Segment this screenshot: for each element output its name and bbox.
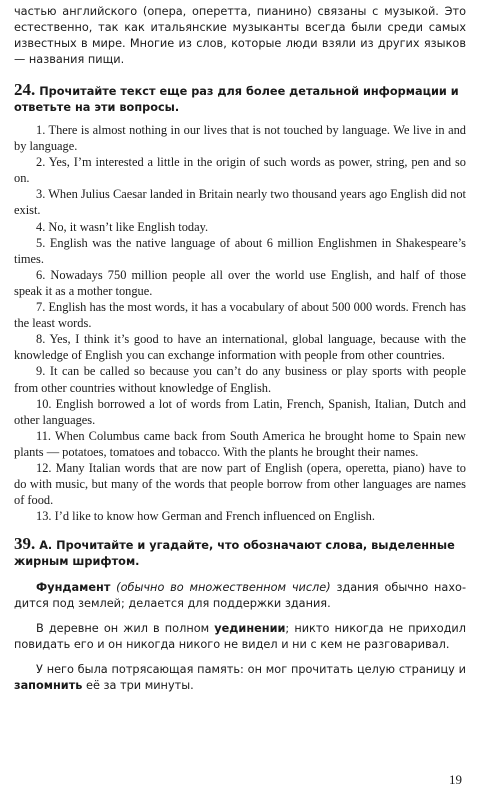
answer-item: 9. It can be called so because you can’t do any business or play sports with people from other countries without knowledge of English. [14, 364, 466, 395]
answer-item: 10. English borrowed a lot of words from Latin, French, Spanish, Italian, Dutch and other languages. [14, 396, 466, 427]
exercise-24-answers [14, 122, 466, 524]
paragraph-text: её за три минуты. [86, 679, 194, 693]
bold-term: уединении [214, 622, 286, 636]
bold-term: запомнить [14, 679, 83, 693]
exercise-39-instruction: А. Прочитайте и угадайте, что обозначают слова, выделенные жирным шрифтом. [14, 539, 455, 569]
answer-item: 12. Many Italian words that are now part of English (opera, operetta, piano) have to do with music, but many of the words that people borrow from other languages are names of food. [14, 460, 466, 508]
paragraph-text: здания обычно находится под землей; делается для поддержки здания. [14, 581, 467, 611]
exercise-39-heading [14, 536, 466, 570]
exercise-39-number: 39. [14, 534, 36, 554]
paragraph-text: ; никто никогда не приходил повидать его и он никогда никого не видел и ни с кем не разговаривал. [14, 622, 466, 652]
answer-item: 13. I’d like to know how German and French influenced on English. [36, 509, 375, 524]
exercise-39-paragraph-1 [14, 580, 466, 612]
answer-item: 2. Yes, I’m interested a little in the origin of such words as power, string, pen and so on. [14, 155, 466, 186]
paragraph-text: В деревне он жил в полном [36, 622, 210, 636]
exercise-39-paragraph-2 [14, 621, 466, 653]
exercise-39-paragraph-3 [14, 662, 466, 694]
answer-item: 1. There is almost nothing in our lives that is not touched by language. We live in and by language. [14, 123, 466, 154]
paragraph-text: У него была потрясающая память: он мог прочитать целую страницу и [36, 663, 466, 677]
answer-item: 4. No, it wasn’t like English today. [36, 219, 209, 234]
page-number: 19 [449, 772, 462, 787]
answer-item: 8. Yes, I think it’s good to have an international, global language, because with the knowledge of English you can exchange information with people from other countries. [14, 332, 466, 363]
bold-term: Фундамент [36, 581, 111, 595]
exercise-24-number: 24. [14, 80, 36, 99]
italic-note: (обычно во множественном числе) [116, 581, 331, 595]
answer-item: 7. English has the most words, it has a vocabulary of about 500 000 words. French has the least words. [14, 300, 466, 331]
exercise-24-heading [14, 82, 466, 116]
answer-item: 11. When Columbus came back from South America he brought home to Spain new plants — potatoes, tomatoes and tobacco. With the plants he brought their names. [14, 428, 466, 459]
exercise-24-instruction: Прочитайте текст еще раз для более детальной информации и ответьте на эти вопросы. [14, 85, 459, 114]
answer-item: 3. When Julius Caesar landed in Britain nearly two thousand years ago English did not exist. [14, 187, 466, 218]
answer-item: 6. Nowadays 750 million people all over the world use English, and half of those speak it as a mother tongue. [14, 267, 466, 298]
answer-item: 5. English was the native language of about 6 million Englishmen in Shakespeare’s times. [14, 235, 466, 266]
intro-paragraph: частью английского (опера, оперетта, пианино) связаны с музыкой. Это естественно, так как итальянские музыканты всегда были среди самых известных в мире. Многие из слов, которые люди взяли из других языков — названия пищи. [14, 5, 466, 66]
